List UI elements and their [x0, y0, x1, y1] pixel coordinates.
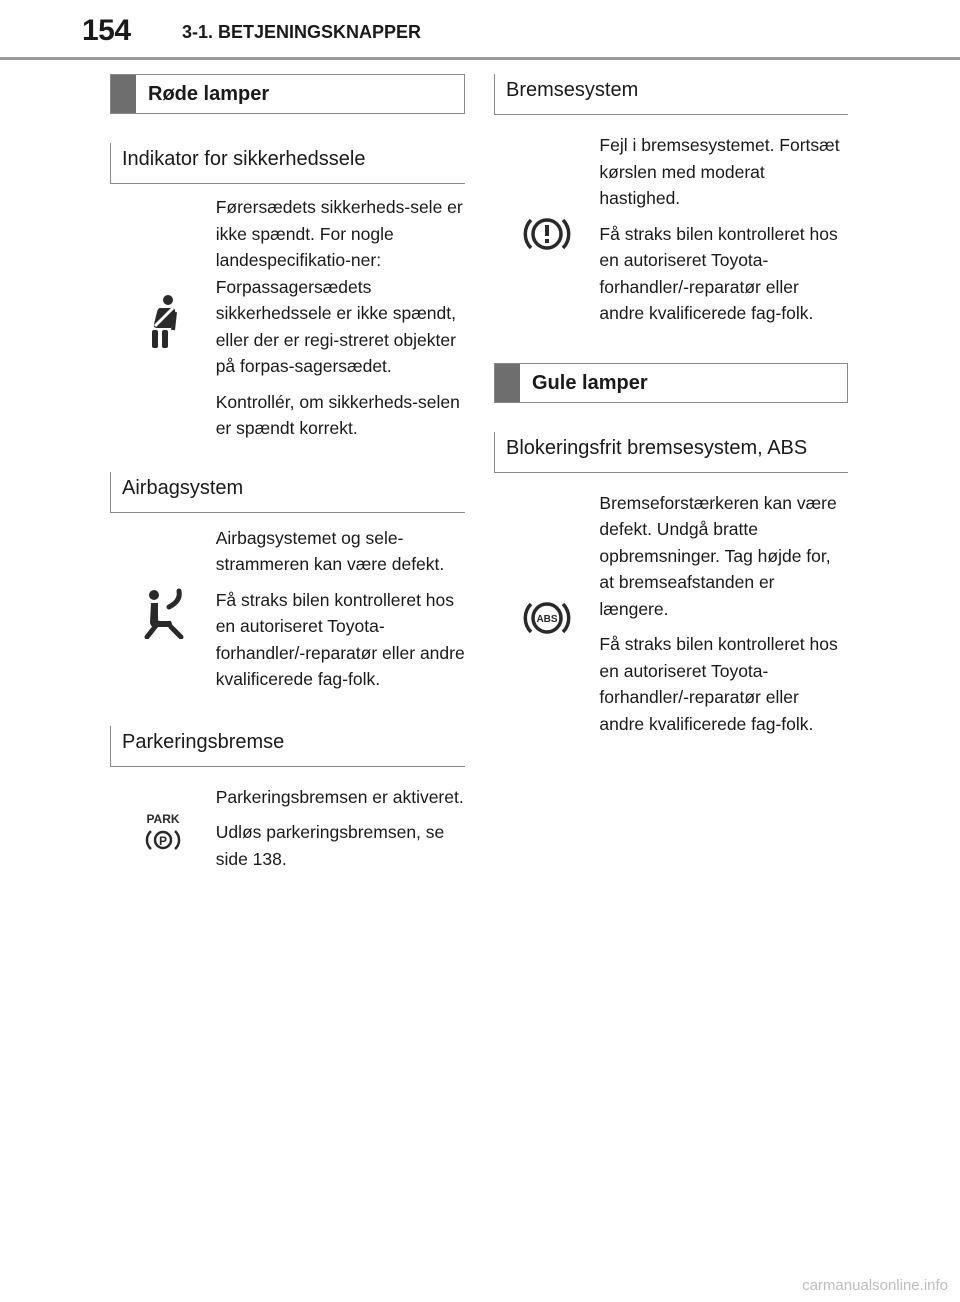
entry-text — [599, 132, 848, 336]
category-red-lamps — [110, 74, 465, 114]
header-divider — [0, 57, 960, 60]
entry-parking-brake — [110, 784, 465, 882]
seatbelt-icon — [143, 294, 183, 350]
section-title: Parkeringsbremse — [122, 730, 285, 753]
category-title: Gule lamper — [532, 371, 648, 394]
category-bar — [495, 364, 520, 402]
right-column — [494, 74, 848, 746]
section-airbag-heading — [110, 472, 465, 513]
section-abs-heading — [494, 432, 848, 473]
section-title: Bremsesystem — [506, 79, 639, 101]
section-title: Blokeringsfrit bremsesystem, ABS — [506, 436, 808, 459]
chapter-title: 3-1. BETJENINGSKNAPPER — [182, 22, 422, 42]
entry-seatbelt — [110, 194, 465, 451]
brake-warning-icon — [522, 214, 572, 254]
paragraph: Parkeringsbremsen er aktiveret. — [215, 786, 464, 807]
parking-brake-icon — [143, 811, 183, 853]
park-label: PARK — [146, 812, 180, 827]
page-header — [0, 0, 960, 62]
paragraph: Fejl i bremsesystemet. Fortsæt kørslen med moderat hastighed. — [599, 135, 840, 208]
abs-icon — [522, 598, 572, 638]
paragraph: Få straks bilen kontrolleret hos en autoriseret Toyota-forhandler/-reparatør eller andre kvalificerede fag-folk. — [599, 223, 838, 323]
paragraph: Bremseforstærkeren kan være defekt. Undgå bratte opbremsninger. Tag højde for, at bremseafstanden er længere. — [599, 492, 837, 619]
category-bar — [111, 75, 136, 113]
entry-text — [216, 194, 465, 451]
category-title: Røde lamper — [148, 83, 270, 105]
category-yellow-lamps — [494, 363, 848, 403]
airbag-icon — [141, 587, 185, 639]
park-letter: P — [158, 834, 167, 849]
section-parking-heading — [110, 726, 465, 767]
page-number: 154 — [82, 14, 131, 47]
paragraph: Airbagsystemet og sele-strammeren kan være defekt. — [215, 527, 445, 574]
paragraph: Få straks bilen kontrolleret hos en autoriseret Toyota-forhandler/-reparatør eller andre kvalificerede fag-folk. — [215, 589, 465, 689]
paragraph: Få straks bilen kontrolleret hos en autoriseret Toyota-forhandler/-reparatør eller andre kvalificerede fag-folk. — [599, 634, 838, 734]
abs-label: ABS — [536, 613, 558, 625]
entry-abs — [494, 490, 848, 747]
entry-text — [216, 784, 465, 882]
paragraph: Førersædets sikkerheds-sele er ikke spændt. For nogle landespecifikatio-ner: Forpassagersædets sikkerhedssele er ikke spændt, eller der er regi-streret objekter på forpas-sagersædet. — [215, 197, 463, 376]
paragraph: Kontrollér, om sikkerheds-selen er spændt korrekt. — [215, 391, 460, 438]
entry-text — [216, 525, 465, 702]
paragraph: Udløs parkeringsbremsen, se side 138. — [215, 822, 445, 869]
section-title: Indikator for sikkerhedssele — [122, 148, 366, 170]
entry-brake-system — [494, 132, 848, 336]
section-brake-heading — [494, 74, 848, 115]
section-title: Airbagsystem — [122, 476, 244, 499]
left-column — [110, 74, 465, 881]
watermark: carmanualsonline.info — [802, 1277, 948, 1294]
entry-airbag — [110, 525, 465, 702]
entry-text — [599, 490, 848, 747]
section-seatbelt-heading — [110, 143, 465, 184]
